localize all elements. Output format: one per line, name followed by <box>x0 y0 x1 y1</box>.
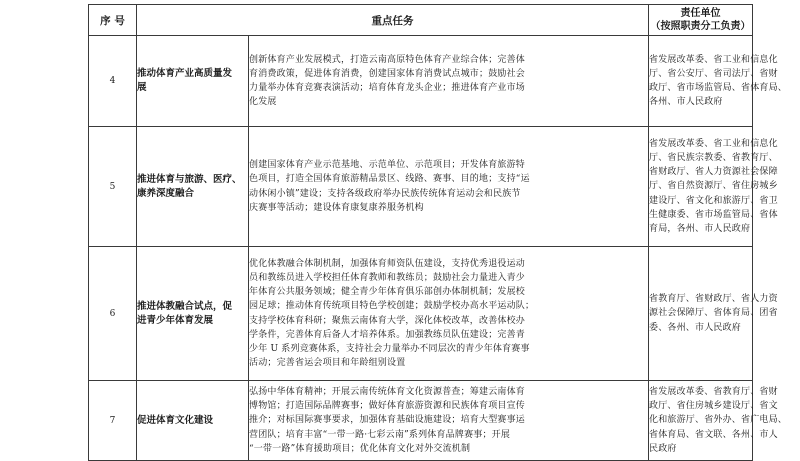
task-content-line: 动休闲小镇”建设；支持各级政府举办民族传统体育运动会和民族节 <box>249 188 521 199</box>
task-content-line: 员和教练员进入学校担任体育教师和教练员；鼓励社会力量进入青少 <box>249 272 526 283</box>
responsible-units-line: 政厅、省住房城乡建设厅、省文 <box>649 401 778 412</box>
header-resp-line-1: 责任单位 <box>680 8 721 19</box>
task-title-line: 促进体育文化建设 <box>137 414 214 426</box>
header-resp-line-2: （按照职责分工负责） <box>650 21 751 32</box>
responsible-units <box>649 127 778 247</box>
header-responsible-units <box>649 5 753 36</box>
responsible-units-line: 委、各州、市人民政府 <box>649 322 742 333</box>
task-content <box>249 127 649 247</box>
key-tasks-table <box>88 4 788 461</box>
responsible-units-line: 省发展改革委、省工业和信息化 <box>649 138 778 149</box>
task-title-line: 推动体育产业高质量发 <box>137 68 233 79</box>
responsible-units <box>649 36 788 127</box>
responsible-units <box>649 247 778 381</box>
responsible-units-line: 省发展改革委、省教育厅、省财 <box>649 386 778 397</box>
task-title <box>137 36 249 127</box>
task-content-line: 创新体育产业发展模式，打造云南高原特色体育产业综合体；完善体 <box>249 54 526 65</box>
task-content <box>249 247 649 381</box>
task-content-line: 化发展 <box>249 97 277 108</box>
row-number: 6 <box>89 247 137 381</box>
task-content-line: 博物馆；打造国际品牌赛事；做好体育旅游资源和民族体育项目宣传 <box>249 401 526 412</box>
task-content-line: 庆赛事等活动；建设体育康复康养服务机构 <box>249 202 424 213</box>
task-title-line: 展 <box>137 82 147 93</box>
task-content-line: 学条件，完善体育后备人才培养体系。加强教练员队伍建设；完善青 <box>249 329 526 340</box>
responsible-units-line: 各州、市人民政府 <box>649 97 723 108</box>
table-header-row <box>89 5 753 36</box>
task-title <box>137 381 249 461</box>
task-content-line: “一带一路”体育援助项目；优化体育文化对外交流机制 <box>249 443 471 454</box>
task-content-line: 支持学校体育科研；聚焦云南体育大学，深化体校改革，改善体校办 <box>249 315 526 326</box>
responsible-units-line: 省体育局、省文联、各州、市人 <box>649 429 778 440</box>
header-seq: 序 号 <box>89 5 137 36</box>
header-key-tasks: 重点任务 <box>137 5 649 36</box>
row-number: 5 <box>89 127 137 247</box>
responsible-units-line: 省教育厅、省财政厅、省人力资 <box>649 294 778 305</box>
task-content-line: 营团队；培育丰富“一带一路·七彩云南”系列体育品牌赛事；开展 <box>249 429 511 440</box>
task-title-line: 推进体教融合试点，促 <box>137 300 233 312</box>
task-title-line: 康养深度融合 <box>137 187 195 199</box>
task-content-line: 年体育公共服务领域；健全青少年体育俱乐部创办体制机制；发展校 <box>249 287 526 298</box>
responsible-units <box>649 381 788 461</box>
row-number: 4 <box>89 36 137 127</box>
responsible-units-line: 源社会保障厅、省体育局、团省 <box>649 308 778 319</box>
responsible-units-line: 厅、省自然资源厅、省住房城乡 <box>649 181 778 192</box>
responsible-units-line: 省财政厅、省人力资源社会保障 <box>649 167 778 178</box>
task-content-line: 育消费政策，促进体育消费，创建国家体育消费试点城市；鼓励社会 <box>249 68 526 79</box>
task-title-line: 推进体育与旅游、医疗、 <box>137 173 242 185</box>
task-content-line: 弘扬中华体育精神；开展云南传统体育文化资源普查；筹建云南体育 <box>249 386 526 397</box>
responsible-units-line: 建设厅、省文化和旅游厅、省卫 <box>649 195 778 206</box>
responsible-units-line: 省发展改革委、省工业和信息化 <box>649 54 778 65</box>
task-content <box>249 381 649 461</box>
task-content <box>249 36 649 127</box>
responsible-units-line: 育局，各州、市人民政府 <box>649 224 751 234</box>
task-content-line: 力量举办体育竞赛表演活动；培育体育龙头企业；推进体育产业市场 <box>249 83 526 93</box>
task-content-line: 园足球；推动体育传统项目特色学校创建；鼓励学校办高水平运动队； <box>249 301 535 312</box>
table-row <box>89 381 753 461</box>
table-row <box>89 36 753 127</box>
responsible-units-line: 厅、省民族宗教委、省教育厅、 <box>649 152 778 163</box>
task-content-line: 少年 U 系列竞赛体系，支持社会力量举办不同层次的青少年体育赛事 <box>249 343 530 354</box>
task-title <box>137 127 249 247</box>
responsible-units-line: 厅、省公安厅、省司法厅、省财 <box>649 68 778 79</box>
responsible-units-line: 化和旅游厅、省外办、省广电局、 <box>649 415 788 426</box>
task-title <box>137 247 249 381</box>
responsible-units-line: 民政府 <box>649 443 677 454</box>
task-content-line: 色项目，打造全国体育旅游精品景区、线路、赛事、目的地；支持“运 <box>249 174 530 185</box>
task-content-line: 活动；完善省运会项目和年龄组别设置 <box>249 358 406 369</box>
task-content-line: 优化体教融合体制机制，加强体育师资队伍建设，支持优秀退役运动 <box>249 258 526 269</box>
task-content-line: 推介；对标国际赛事要求，加强体育基础设施建设；培育大型赛事运 <box>249 415 526 426</box>
responsible-units-line: 生健康委、省市场监管局、省体 <box>649 209 778 220</box>
task-content-line: 创建国家体育产业示范基地、示范单位、示范项目；开发体育旅游特 <box>249 160 526 171</box>
task-title-line: 进青少年体育发展 <box>137 314 214 326</box>
responsible-units-line: 政厅、省市场监管局、省体育局、 <box>649 83 788 93</box>
table-row <box>89 247 753 381</box>
table-row <box>89 127 753 247</box>
row-number: 7 <box>89 381 137 461</box>
